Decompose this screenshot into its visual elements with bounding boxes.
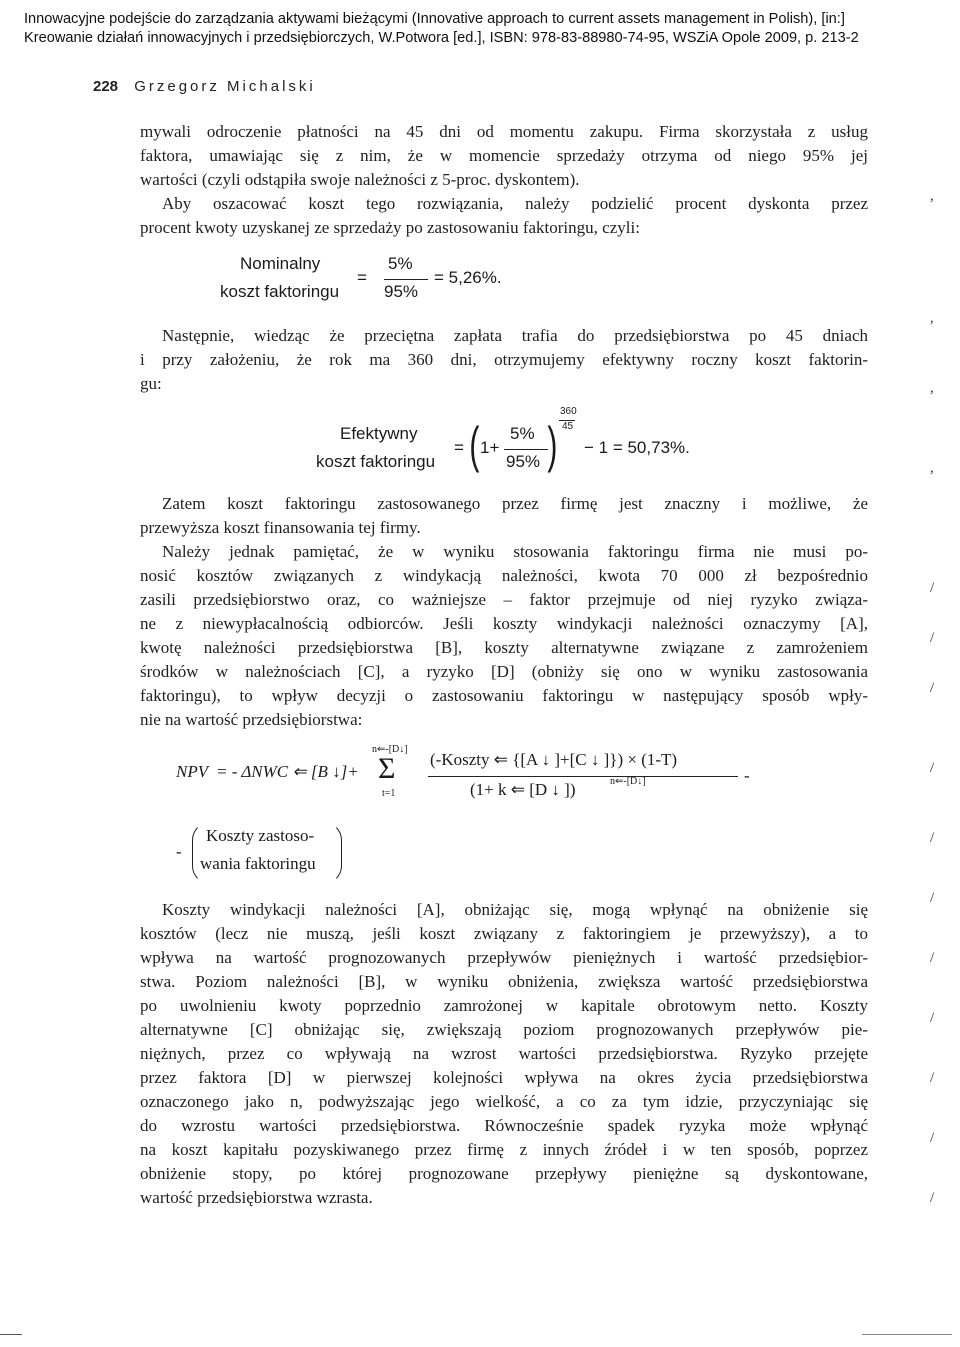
text-line: gu:	[140, 374, 162, 393]
text-line: faktora, umawiając się z nim, że w momencie sprzedaży otrzyma od niego 95% jej	[140, 146, 868, 165]
cost-minus: -	[176, 842, 182, 861]
text-line: nosić kosztów związanych z windykacją należności, kwota 70 000 zł bezpośrednio	[140, 566, 868, 585]
cost-line-1: Koszty zastoso-	[206, 826, 315, 845]
formula-denominator: 95%	[384, 282, 419, 301]
formula-one-plus: 1+	[480, 438, 500, 457]
text-line: przez faktora [D] w pierwszej kolejności wpływa na okres życia przedsiębiorstwa	[140, 1068, 868, 1087]
text-line: nie na wartość przedsiębiorstwa:	[140, 710, 363, 729]
text-line: środków w należnościach [C], a ryzyko [D] (obniży się ono w wyniku zastosowania	[140, 662, 868, 681]
text-line: Zatem koszt faktoringu zastosowanego przez firmę jest znaczny i możliwe, że	[162, 494, 868, 513]
citation-line-2: Kreowanie działań innowacyjnych i przedsiębiorczych, W.Potwora [ed.], ISBN: 978-83-88980-74-95, WSZiA Opole 2009, p. 213-2	[24, 30, 859, 46]
paragraph-6	[140, 898, 868, 1210]
fraction-bar	[384, 279, 428, 280]
formula-denominator: 95%	[506, 452, 541, 471]
text-line: Koszty windykacji należności [A], obniżając się, mogą wpłynąć na obniżenie się	[162, 900, 868, 919]
text-line: po uwolnieniu kwoty poprzednio zamrożonej w kapitale obrotowym netto. Koszty	[140, 996, 868, 1015]
text-line: ne z niewypłacalnością odbiorców. Jeśli koszty windykacji należności oznaczymy [A],	[140, 614, 868, 633]
page-number: 228	[93, 78, 119, 95]
text-line: wpływa na wartość prognozowanych przepływów pieniężnych i wartość przedsiębior-	[140, 948, 868, 967]
text-line: Następnie, wiedząc że przeciętna zapłata trafia do przedsiębiorstwa po 45 dniach	[162, 326, 868, 345]
formula-npv	[140, 732, 868, 892]
npv-denominator: (1+ k ⇐ [D ↓ ])	[470, 780, 576, 799]
fraction-bar	[428, 776, 738, 777]
sigma-icon: Σ	[378, 752, 396, 785]
formula-equals: =	[454, 438, 464, 457]
formula-nominal-cost	[140, 240, 868, 320]
text-line: alternatywne [C] obniżając się, zwiększają poziom prognozowanych przepływów pie-	[140, 1020, 868, 1039]
formula-result: = 5,26%.	[434, 268, 502, 287]
text-line: obniżenie stopy, po której prognozowane przepływy pieniężne są dyskontowane,	[140, 1164, 868, 1183]
text-line: Należy jednak pamiętać, że w wyniku stosowania faktoringu firma nie musi po-	[162, 542, 868, 561]
running-header	[93, 78, 316, 95]
formula-lhs-bottom: koszt faktoringu	[316, 452, 436, 471]
left-paren: (	[469, 417, 480, 473]
text-line: na koszt kapitału pozyskiwanego przez firmę z innych źródeł i w ten sposób, poprzez	[140, 1140, 868, 1159]
page-body	[140, 120, 868, 1210]
text-line: stwa. Poziom należności [B], w wyniku obniżenia, zwiększa wartość przedsiębiorstwa	[140, 972, 868, 991]
text-line: procent kwoty uzyskanej ze sprzedaży po zastosowaniu faktoringu, czyli:	[140, 218, 640, 237]
citation-header	[24, 10, 954, 48]
npv-nwc-term: = - ΔNWC ⇐ [B ↓]+	[216, 762, 359, 781]
paragraph-4	[140, 492, 868, 540]
paragraph-3	[140, 324, 868, 396]
text-line: Aby oszacować koszt tego rozwiązania, należy podzielić procent dyskonta przez	[162, 194, 868, 213]
denominator-exponent: n⇐-[D↓]	[610, 776, 646, 787]
text-line: do wzrostu wartości przedsiębiorstwa. Równocześnie spadek ryzyka może wpłynąć	[140, 1116, 868, 1135]
paragraph-1	[140, 120, 868, 192]
text-line: mywali odroczenie płatności na 45 dni od momentu zakupu. Firma skorzystała z usług	[140, 122, 868, 141]
fraction-bar	[504, 449, 548, 450]
text-line: i przy założeniu, że rok ma 360 dni, otrzymujemy efektywny roczny koszt faktorin-	[140, 350, 868, 369]
formula-numerator: 5%	[510, 424, 535, 443]
text-line: przewyższa koszt finansowania tej firmy.	[140, 518, 421, 537]
formula-result: − 1 = 50,73%.	[584, 438, 690, 457]
formula-equals: =	[357, 268, 367, 287]
sum-lower-limit: t=1	[382, 788, 396, 799]
author-name: Grzegorz Michalski	[134, 78, 316, 95]
formula-numerator: 5%	[388, 254, 413, 273]
text-line: niężnych, przez co wpływają na wzrost wartości przedsiębiorstwa. Ryzyko przejęte	[140, 1044, 868, 1063]
scan-edge-rule	[0, 1334, 22, 1335]
text-line: zasili przedsiębiorstwo oraz, co ważniejsze – faktor przejmuje od niej ryzyko związa-	[140, 590, 868, 609]
npv-lhs: NPV	[176, 762, 209, 781]
right-paren: )	[547, 417, 558, 473]
text-line: kosztów (lecz nie muszą, jeśli koszt związany z faktoringiem je przewyższy), a to	[140, 924, 868, 943]
text-line: faktoringu), to wpływ decyzji o zastosowaniu faktoringu w następujący sposób wpły-	[140, 686, 868, 705]
sum-upper-limit: n⇐-[D↓]	[372, 744, 408, 755]
trailing-minus: -	[744, 766, 750, 785]
exponent-numerator: 360	[560, 406, 577, 417]
formula-lhs-top: Nominalny	[240, 254, 321, 273]
text-line: wartości (czyli odstąpiła swoje należności z 5-proc. dyskontem).	[140, 170, 580, 189]
exponent-denominator: 45	[562, 421, 574, 432]
formula-lhs-bottom: koszt faktoringu	[220, 282, 340, 301]
cost-line-2: wania faktoringu	[200, 854, 316, 873]
text-line: kwotę należności przedsiębiorstwa [B], koszty alternatywne związane z zamrożeniem	[140, 638, 868, 657]
formula-lhs-top: Efektywny	[340, 424, 418, 443]
text-line: oznaczonego jako n, podwyższając jego wielkość, a co za tym idzie, przyczyniając się	[140, 1092, 868, 1111]
citation-line-1: Innowacyjne podejście do zarządzania aktywami bieżącymi (Innovative approach to current assets management in Polish), [in:]	[24, 11, 845, 27]
paragraph-5	[140, 540, 868, 732]
scan-edge-rule	[862, 1334, 952, 1335]
scan-margin-marks: , , , , / / / / / / / / / / /	[930, 188, 935, 1206]
formula-effective-cost	[140, 396, 868, 486]
paragraph-2	[140, 192, 868, 240]
text-line: wartość przedsiębiorstwa wzrasta.	[140, 1188, 373, 1207]
npv-numerator: (-Koszty ⇐ {[A ↓ ]+[C ↓ ]}) × (1-T)	[430, 750, 678, 769]
